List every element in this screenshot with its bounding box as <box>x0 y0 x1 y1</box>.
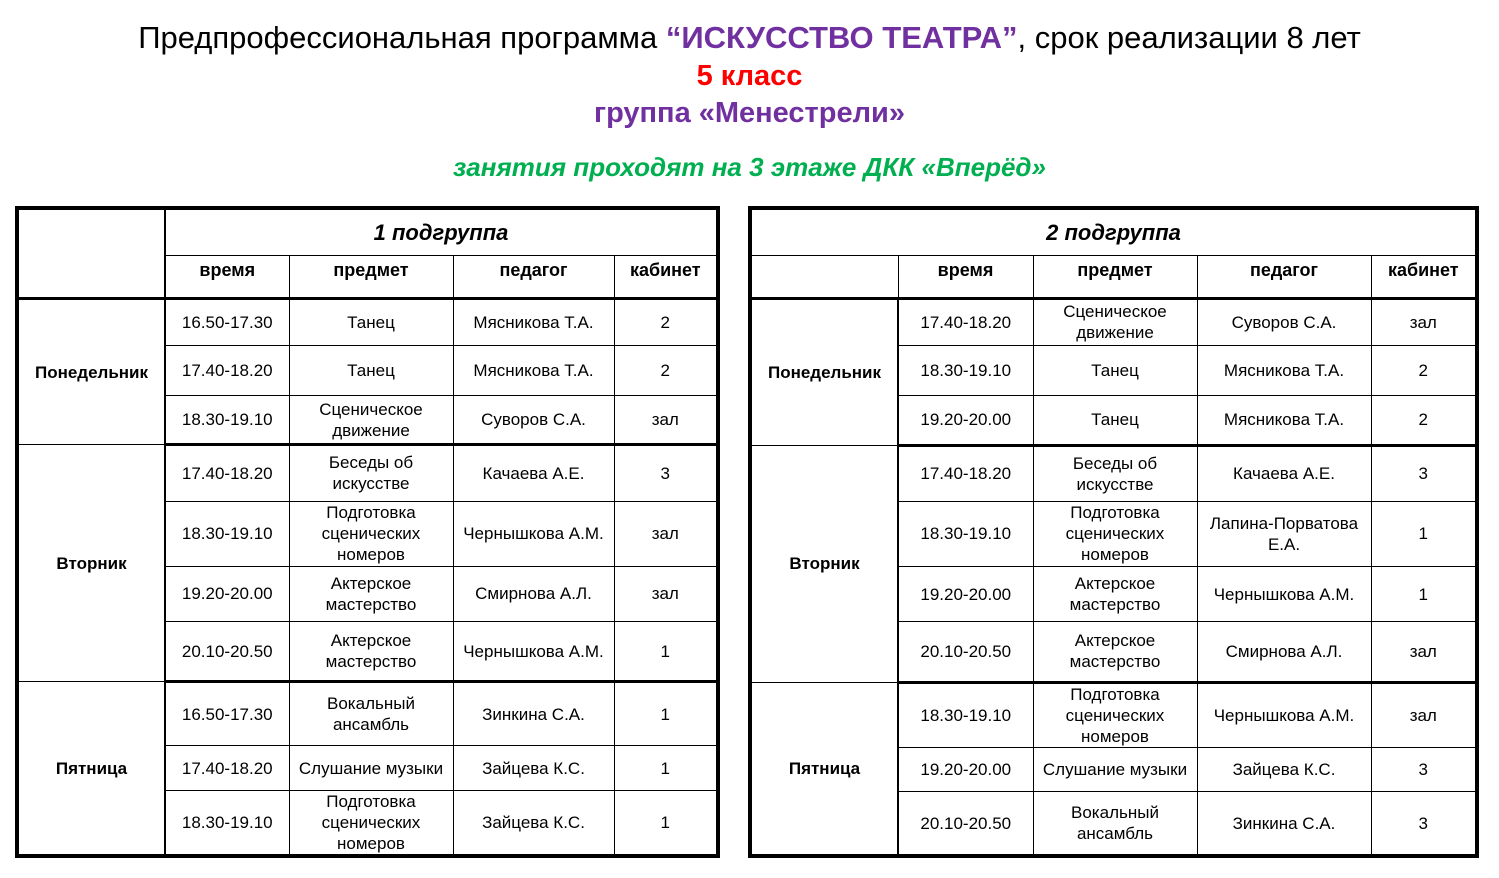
column-header-teacher: педагог <box>1197 255 1371 298</box>
lesson-room: 2 <box>1371 396 1477 445</box>
subgroup-title: 2 подгруппа <box>750 208 1477 255</box>
lesson-room: 1 <box>1371 567 1477 622</box>
lesson-subject: Слушание музыки <box>1033 747 1197 791</box>
lesson-subject: Вокальный ансамбль <box>289 682 453 746</box>
lesson-room: 3 <box>1371 747 1477 791</box>
lesson-room: 1 <box>614 746 718 790</box>
lesson-subject: Беседы об искусстве <box>289 445 453 501</box>
lesson-room: 1 <box>614 790 718 856</box>
lesson-teacher: Качаева А.Е. <box>1197 445 1371 501</box>
lesson-teacher: Смирнова А.Л. <box>453 566 614 621</box>
lesson-time: 17.40-18.20 <box>165 445 289 501</box>
lesson-time: 17.40-18.20 <box>165 346 289 396</box>
lesson-time: 18.30-19.10 <box>165 790 289 856</box>
lesson-room: зал <box>614 566 718 621</box>
lesson-room: зал <box>614 501 718 566</box>
lesson-teacher: Чернышкова А.М. <box>453 622 614 682</box>
lesson-subject: Беседы об искусстве <box>1033 445 1197 501</box>
lesson-time: 17.40-18.20 <box>898 298 1033 345</box>
lesson-time: 18.30-19.10 <box>898 682 1033 747</box>
lesson-room: 1 <box>614 622 718 682</box>
program-title-prefix: Предпрофессиональная программа <box>138 20 666 55</box>
day-label-tuesday: Вторник <box>17 445 165 682</box>
lesson-room: зал <box>1371 682 1477 747</box>
lesson-room: зал <box>1371 298 1477 345</box>
subgroup-title: 1 подгруппа <box>165 208 718 255</box>
lesson-teacher: Зайцева К.С. <box>453 746 614 790</box>
lesson-time: 17.40-18.20 <box>898 445 1033 501</box>
lesson-teacher: Суворов С.А. <box>1197 298 1371 345</box>
lesson-room: 3 <box>1371 445 1477 501</box>
lesson-time: 16.50-17.30 <box>165 682 289 746</box>
lesson-time: 18.30-19.10 <box>165 501 289 566</box>
corner-cell <box>17 208 165 298</box>
lesson-time: 19.20-20.00 <box>898 747 1033 791</box>
lesson-teacher: Смирнова А.Л. <box>1197 622 1371 682</box>
lesson-teacher: Мясникова Т.А. <box>453 346 614 396</box>
lesson-teacher: Мясникова Т.А. <box>1197 396 1371 445</box>
location-note: занятия проходят на 3 этаже ДКК «Вперёд» <box>453 152 1046 182</box>
lesson-time: 17.40-18.20 <box>165 746 289 790</box>
program-title-suffix: , срок реализации 8 лет <box>1017 20 1361 55</box>
lesson-teacher: Качаева А.Е. <box>453 445 614 501</box>
lesson-teacher: Зинкина С.А. <box>1197 792 1371 856</box>
grade-title: 5 класс <box>696 60 803 92</box>
lesson-teacher: Зинкина С.А. <box>453 682 614 746</box>
column-header-time: время <box>165 255 289 298</box>
lesson-subject: Подготовка сценических номеров <box>289 790 453 856</box>
column-header-teacher: педагог <box>453 255 614 298</box>
program-title <box>0 18 1499 58</box>
lesson-subject: Танец <box>289 346 453 396</box>
lesson-subject: Актерское мастерство <box>1033 567 1197 622</box>
lesson-subject: Подготовка сценических номеров <box>289 501 453 566</box>
lesson-teacher: Зайцева К.С. <box>453 790 614 856</box>
lesson-time: 20.10-20.50 <box>898 622 1033 682</box>
lesson-teacher: Чернышкова А.М. <box>453 501 614 566</box>
day-label-monday: Понедельник <box>17 298 165 445</box>
lesson-time: 18.30-19.10 <box>165 396 289 445</box>
lesson-time: 18.30-19.10 <box>898 501 1033 566</box>
lesson-room: 3 <box>1371 792 1477 856</box>
column-header-subject: предмет <box>289 255 453 298</box>
lesson-room: 1 <box>1371 501 1477 566</box>
lesson-teacher: Мясникова Т.А. <box>453 298 614 345</box>
lesson-teacher: Чернышкова А.М. <box>1197 567 1371 622</box>
lesson-room: 2 <box>614 298 718 345</box>
column-header-room: кабинет <box>1371 255 1477 298</box>
lesson-subject: Подготовка сценических номеров <box>1033 682 1197 747</box>
lesson-teacher: Чернышкова А.М. <box>1197 682 1371 747</box>
lesson-room: зал <box>614 396 718 445</box>
subgroup-1-table <box>15 206 720 858</box>
lesson-subject: Сценическое движение <box>289 396 453 445</box>
lesson-time: 20.10-20.50 <box>898 792 1033 856</box>
lesson-room: зал <box>1371 622 1477 682</box>
lesson-time: 18.30-19.10 <box>898 346 1033 396</box>
lesson-subject: Танец <box>1033 396 1197 445</box>
column-header-subject: предмет <box>1033 255 1197 298</box>
lesson-time: 19.20-20.00 <box>165 566 289 621</box>
day-label-friday: Пятница <box>750 682 898 856</box>
day-label-friday: Пятница <box>17 682 165 856</box>
program-name: “ИСКУССТВО ТЕАТРА” <box>665 20 1018 55</box>
lesson-subject: Вокальный ансамбль <box>1033 792 1197 856</box>
lesson-room: 2 <box>614 346 718 396</box>
lesson-teacher: Суворов С.А. <box>453 396 614 445</box>
corner-cell <box>750 255 898 298</box>
lesson-teacher: Мясникова Т.А. <box>1197 346 1371 396</box>
lesson-room: 2 <box>1371 346 1477 396</box>
lesson-teacher: Лапина-Порватова Е.А. <box>1197 501 1371 566</box>
lesson-time: 20.10-20.50 <box>165 622 289 682</box>
group-title: группа «Менестрели» <box>594 97 905 129</box>
lesson-subject: Актерское мастерство <box>289 566 453 621</box>
day-label-tuesday: Вторник <box>750 445 898 682</box>
column-header-time: время <box>898 255 1033 298</box>
column-header-room: кабинет <box>614 255 718 298</box>
lesson-time: 19.20-20.00 <box>898 567 1033 622</box>
lesson-subject: Танец <box>289 298 453 345</box>
lesson-subject: Актерское мастерство <box>289 622 453 682</box>
lesson-time: 16.50-17.30 <box>165 298 289 345</box>
lesson-subject: Актерское мастерство <box>1033 622 1197 682</box>
lesson-time: 19.20-20.00 <box>898 396 1033 445</box>
lesson-room: 3 <box>614 445 718 501</box>
lesson-subject: Слушание музыки <box>289 746 453 790</box>
lesson-subject: Сценическое движение <box>1033 298 1197 345</box>
lesson-subject: Подготовка сценических номеров <box>1033 501 1197 566</box>
lesson-room: 1 <box>614 682 718 746</box>
lesson-teacher: Зайцева К.С. <box>1197 747 1371 791</box>
lesson-subject: Танец <box>1033 346 1197 396</box>
subgroup-2-table <box>748 206 1479 858</box>
day-label-monday: Понедельник <box>750 298 898 445</box>
